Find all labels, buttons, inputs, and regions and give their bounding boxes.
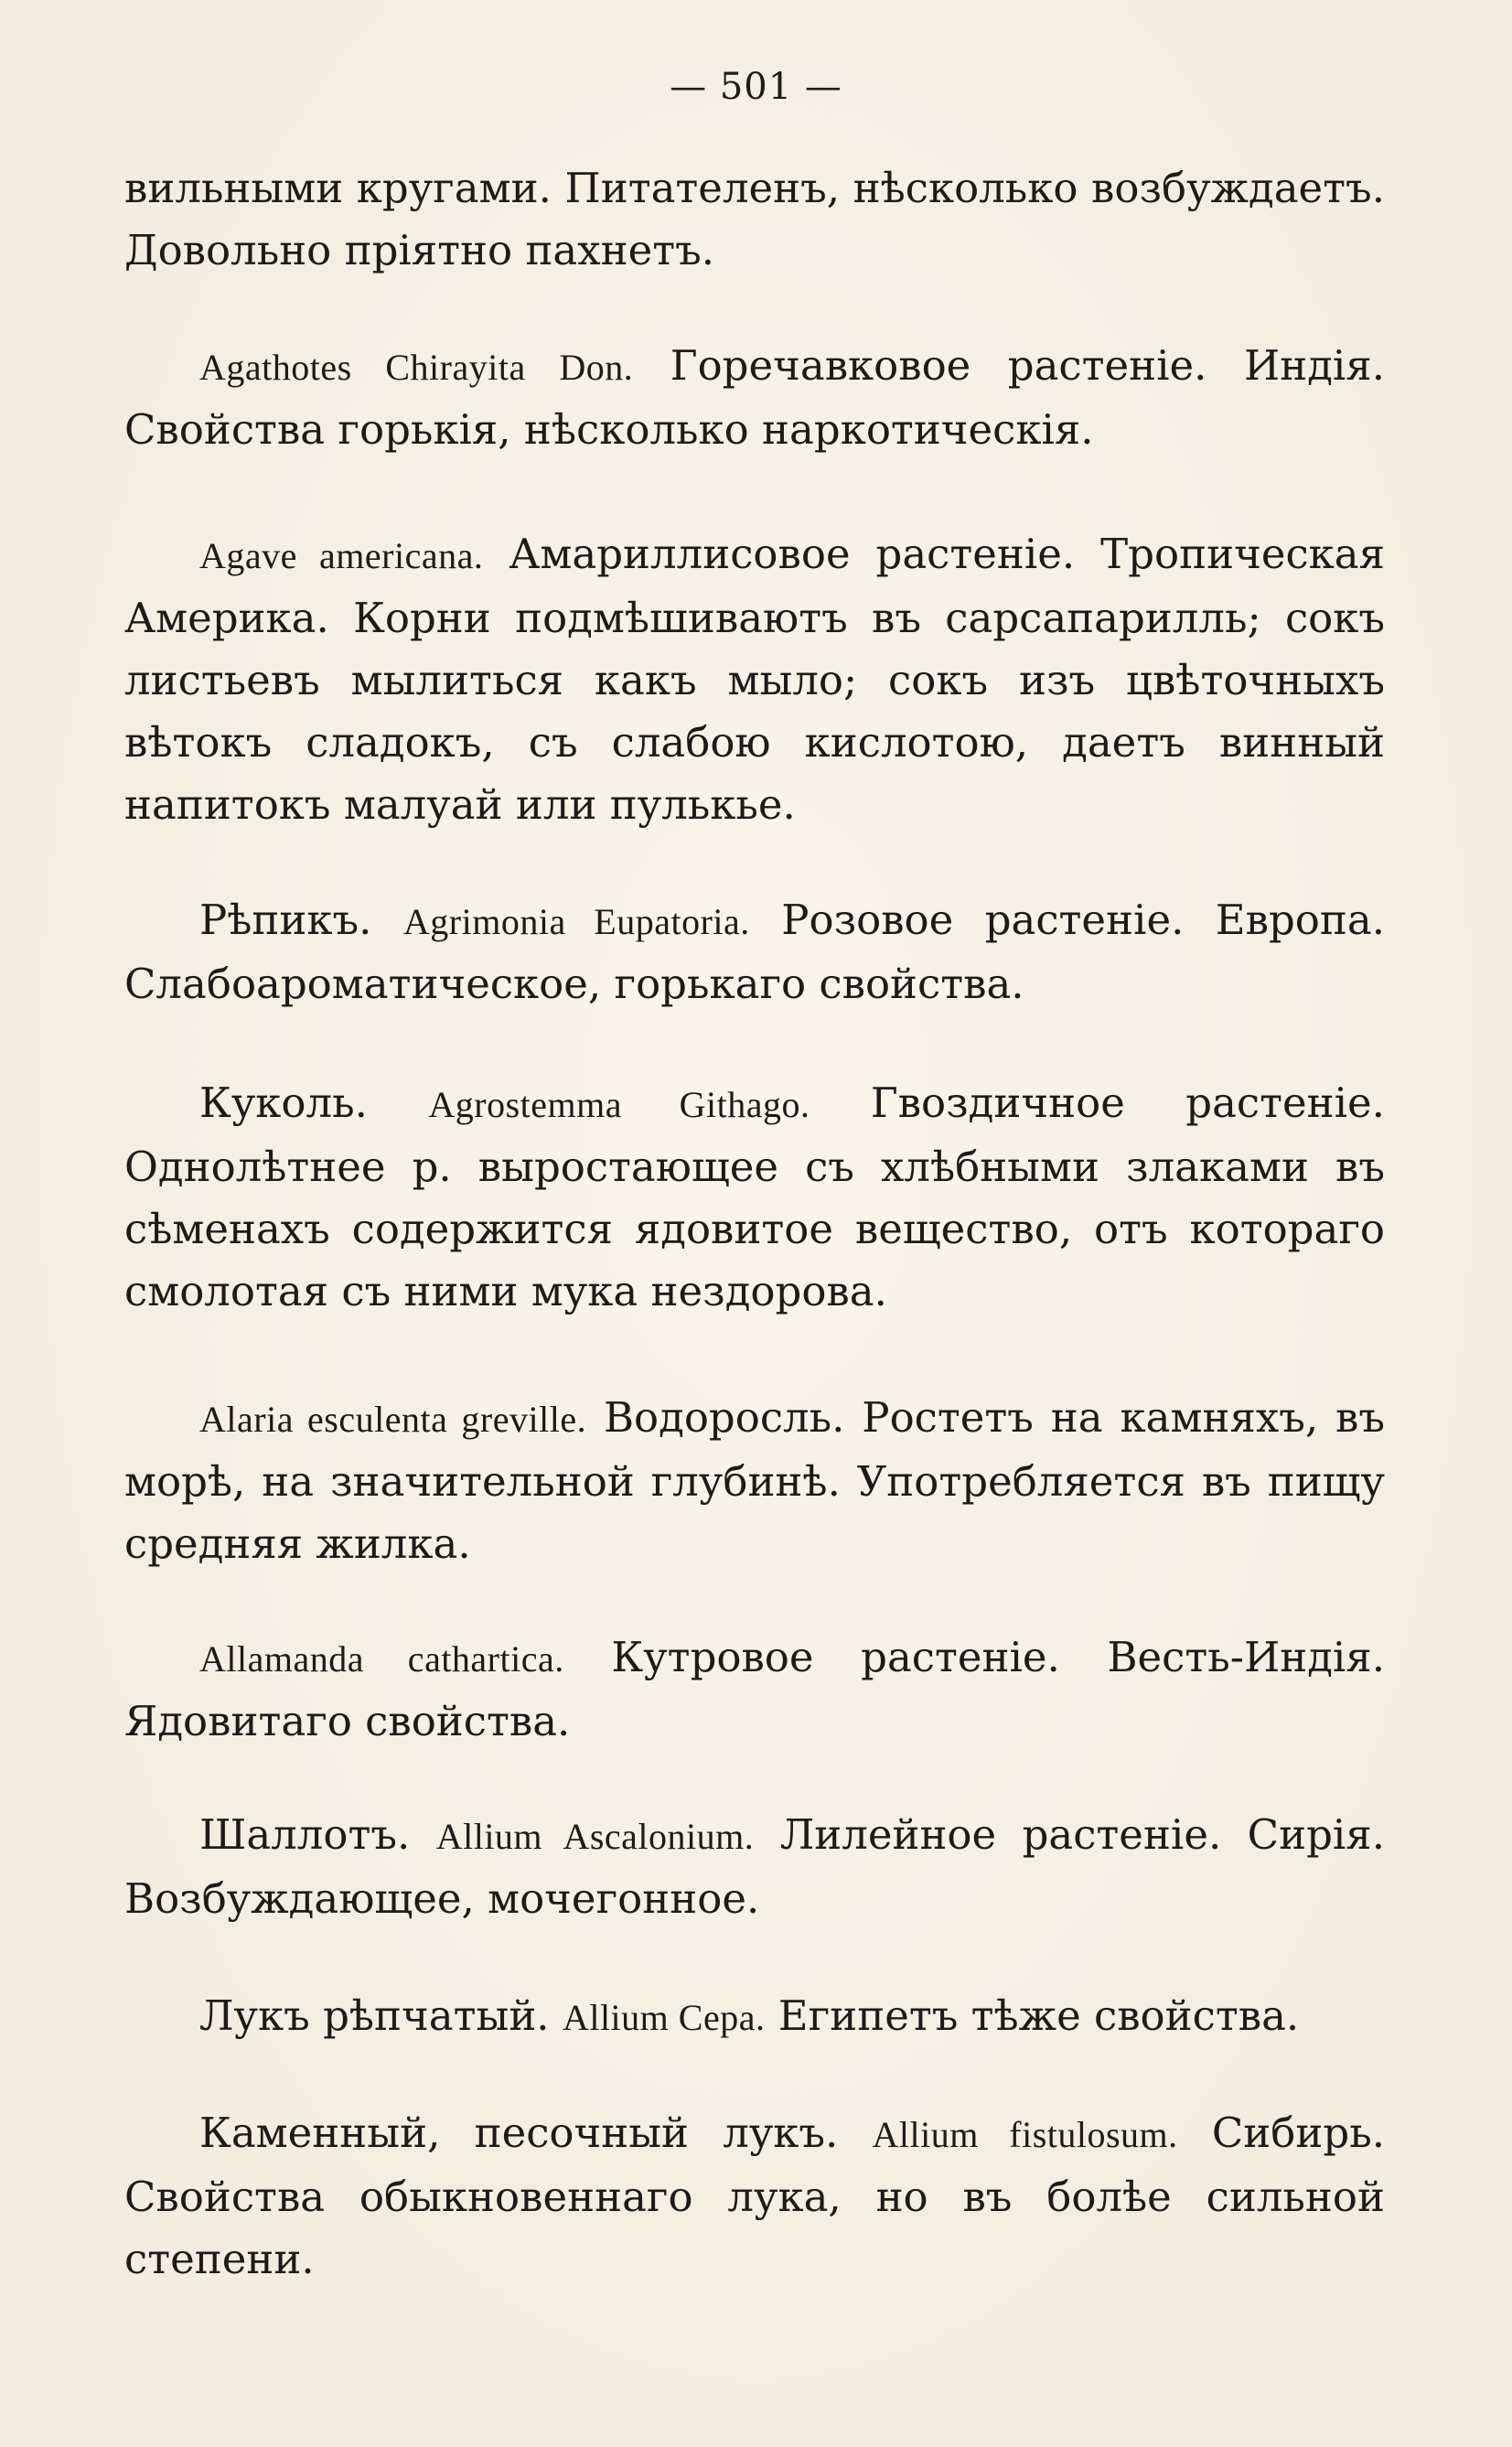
entry-description: Розовое растеніе. Европа. Слабоароматическое, горькаго свойства. [124, 896, 1385, 1008]
entry-latin-name: Agave americana. [199, 535, 484, 576]
entry-allium-ascalonium [124, 1804, 1385, 1930]
entry-latin-name: Alaria esculenta greville. [199, 1399, 587, 1440]
entry-prefix: Рѣпикъ. [199, 896, 372, 944]
entry-latin-name: Allamanda cathartica. [199, 1638, 564, 1680]
entry-alaria [124, 1387, 1385, 1575]
entry-agrimonia [124, 889, 1385, 1015]
entry-latin-name: Agrostemma Githago. [428, 1084, 810, 1125]
entry-description: Сибирь. Свойства обыкновеннаго лука, но въ болѣе сильной степени. [124, 2109, 1385, 2283]
entry-allium-cepa [124, 1985, 1385, 2049]
entry-description: Гвоздичное растеніе. Однолѣтнее р. выростающее съ хлѣбными злаками въ сѣменахъ содержится ядовитое вещество, отъ котораго смолотая съ ними мука нездорова. [124, 1079, 1385, 1315]
entry-description: Горечавковое растеніе. Индія. Свойства горькія, нѣсколько наркотическія. [124, 341, 1385, 454]
entry-latin-name: Agathotes Chirayita Don. [199, 347, 634, 388]
entry-latin-name: Allium Ascalonium. [435, 1816, 755, 1857]
entry-description: Водоросль. Ростетъ на камняхъ, въ морѣ, на значительной глубинѣ. Употребляется въ пищу средняя жилка. [124, 1393, 1386, 1568]
entry-prefix: Лукъ рѣпчатый. [199, 1991, 550, 2040]
entry-description: Амариллисовое растеніе. Тропическая Америка. Корни подмѣшиваютъ въ сарсапарилль; сокъ листьевъ мылиться какъ мыло; сокъ изъ цвѣточныхъ вѣтокъ сладокъ, съ слабою кислотою, даетъ винный напитокъ малуай или пулькье. [124, 530, 1385, 829]
entry-prefix: Куколь. [199, 1079, 368, 1127]
entry-description: Кутровое растеніе. Весть-Индія. Ядовитаго свойства. [124, 1633, 1385, 1745]
entry-prefix: Шаллотъ. [199, 1810, 411, 1859]
entry-agathotes [124, 335, 1385, 461]
continuation-text: вильными кругами. Питателенъ, нѣсколько возбуждаетъ. Довольно пріятно пахнетъ. [124, 164, 1385, 274]
entry-latin-name: Agrimonia Eupatoria. [402, 901, 750, 942]
entry-latin-name: Allium Cepa. [562, 1997, 766, 2038]
entry-agave [124, 523, 1385, 836]
entry-latin-name: Allium fistulosum. [872, 2114, 1178, 2155]
entry-agrostemma [124, 1072, 1385, 1323]
entry-allamanda [124, 1626, 1385, 1753]
entry-prefix: Каменный, песочный лукъ. [199, 2109, 839, 2157]
page-number: — 501 — [670, 66, 842, 108]
entry-allium-fistulosum [124, 2102, 1385, 2291]
entry-description: Египетъ тѣже свойства. [777, 1991, 1300, 2040]
entry-description: Лилейное растеніе. Сирія. Возбуждающее, мочегонное. [124, 1810, 1385, 1923]
continuation-paragraph [124, 157, 1385, 282]
